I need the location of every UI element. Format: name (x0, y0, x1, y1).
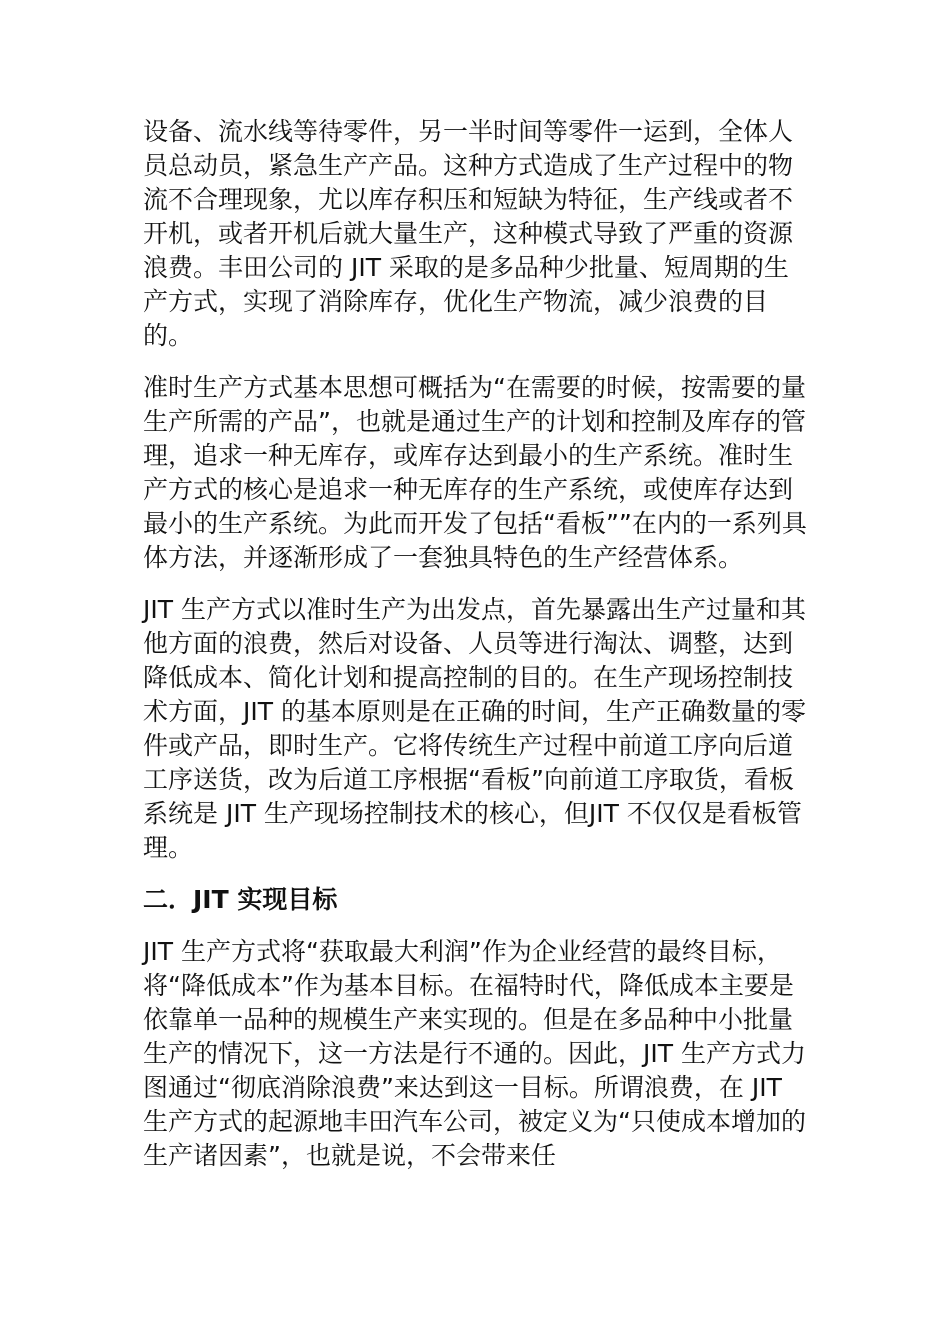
paragraph-1: 设备、流水线等待零件，另一半时间等零件一运到，全体人员总动员，紧急生产产品。这种方式造成了生产过程中的物流不合理现象，尤以库存积压和短缺为特征，生产线或者不开机，或者开机后就大量生产，这种模式导致了严重的资源浪费。丰田公司的 JIT 采取的是多品种少批量、短周期的生产方式，实现了消除库存，优化生产物流，减少浪费的目的。 (143, 117, 794, 350)
section-heading: 二．JIT 实现目标 (143, 885, 338, 914)
document-body (143, 115, 808, 1191)
paragraph-4: JIT 生产方式将“获取最大利润”作为企业经营的最终目标，将“降低成本”作为基本目标。在福特时代，降低成本主要是依靠单一品种的规模生产来实现的。但是在多品种中小批量生产的情况下，这一方法是行不通的。因此，JIT 生产方式力图通过“彻底消除浪费”来达到这一目标。所谓浪费，在 JIT 生产方式的起源地丰田汽车公司，被定义为“只使成本增加的生产诸因素”，也就是说，不会带来任 (143, 937, 806, 1170)
paragraph-2: 准时生产方式基本思想可概括为“在需要的时候，按需要的量生产所需的产品”，也就是通过生产的计划和控制及库存的管理，追求一种无库存，或库存达到最小的生产系统。准时生产方式的核心是追求一种无库存的生产系统，或使库存达到最小的生产系统。为此而开发了包括“看板””在内的一系列具体方法，并逐渐形成了一套独具特色的生产经营体系。 (143, 373, 807, 572)
paragraph-3: JIT 生产方式以准时生产为出发点，首先暴露出生产过量和其他方面的浪费，然后对设备、人员等进行淘汰、调整，达到降低成本、简化计划和提高控制的目的。在生产现场控制技术方面，JIT 的基本原则是在正确的时间，生产正确数量的零件或产品，即时生产。它将传统生产过程中前道工序向后道工序送货，改为后道工序根据“看板”向前道工序取货，看板系统是 JIT 生产现场控制技术的核心，但JIT 不仅仅是看板管理。 (143, 595, 806, 862)
